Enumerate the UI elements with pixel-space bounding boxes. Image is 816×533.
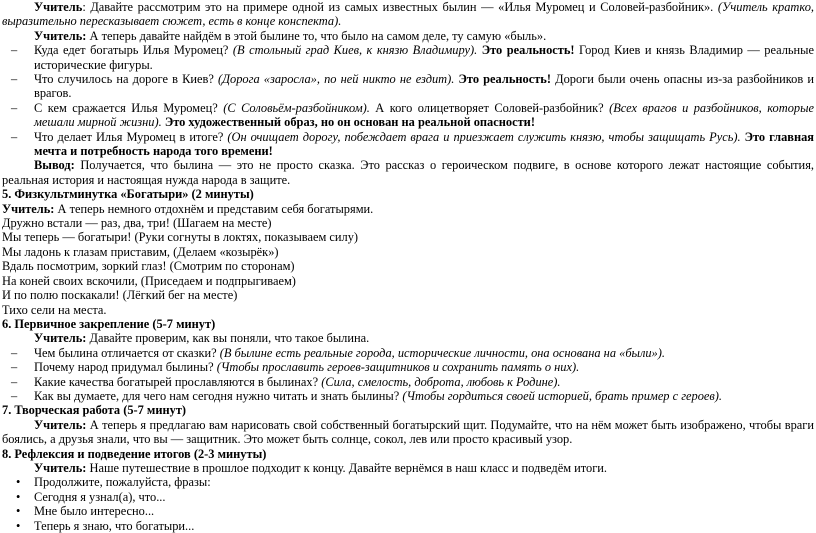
answer-text: (Сила, смелость, доброта, любовь к Родине). <box>321 375 561 389</box>
paragraph-text: Наше путешествие в прошлое подходит к концу. Давайте вернёмся в наш класс и подведём итоги. <box>86 461 608 475</box>
section-heading <box>2 317 215 331</box>
list-item: Теперь я знаю, что богатыри... <box>34 519 195 533</box>
section-8-heading: 8. Рефлексия и подведение итогов (2-3 минуты) <box>2 447 267 461</box>
paragraph-text: А теперь немного отдохнём и представим себя богатырями. <box>54 202 374 216</box>
rhyme-line: И по полю поскакали! (Лёгкий бег на месте) <box>2 288 238 302</box>
stage-direction: (Учитель кратко, <box>717 0 814 14</box>
emphasis-text: Это реальность! <box>477 43 575 57</box>
paragraph-text: боялись, а друзья знали, что вы — защитник. Это может быть солнце, сокол, лев или просто красивый узор. <box>2 432 573 446</box>
question-item <box>34 101 814 115</box>
question-text: Почему народ придумал былины? <box>34 360 217 374</box>
bullet-icon: • <box>16 504 21 518</box>
paragraph-text: Город Киев и князь Владимир — реальные <box>574 43 815 57</box>
section-7-paragraph <box>2 418 814 432</box>
section-heading <box>2 403 186 417</box>
list-item: Мне было интересно... <box>34 504 155 518</box>
dash-marker: – <box>11 72 18 86</box>
answer-text: (Всех врагов и разбойников, которые <box>609 101 814 115</box>
question-text: Как вы думаете, для чего нам сегодня нужно читать и знать былины? <box>34 389 403 403</box>
question-item <box>34 346 665 360</box>
speaker-label: Учитель <box>34 0 83 14</box>
paragraph-text: Получается, что былина — это не просто сказка. Это рассказ о героическом подвиге, в основе которого лежат настоящие события, <box>74 158 814 172</box>
question-item <box>34 72 814 86</box>
question-text: Чем былина отличается от сказки? <box>34 346 220 360</box>
dash-marker: – <box>11 43 18 57</box>
answer-text: (С Соловьём-разбойником). <box>223 101 370 115</box>
question-text: Какие качества богатырей прославляются в былинах? <box>34 375 322 389</box>
section-7-continuation <box>2 432 572 446</box>
paragraph-text: Давайте проверим, как вы поняли, что такое былина. <box>86 331 370 345</box>
question-item <box>34 360 579 374</box>
emphasis-text: Это реальность! <box>454 72 551 86</box>
emphasis-text: Это художественный образ, но он основан на реальной опасности! <box>161 115 535 129</box>
rhyme-line: Мы теперь — богатыри! (Руки согнуты в локтях, показываем силу) <box>2 230 359 244</box>
question-continuation <box>34 58 153 72</box>
question-text: А кого олицетворяет Соловей-разбойник? <box>369 101 610 115</box>
paragraph-text: : Давайте рассмотрим это на примере одной из самых известных былин — «Илья Муромец и Соловей-разбойник». <box>82 0 718 14</box>
question-continuation <box>34 86 71 100</box>
answer-text: (В былине есть реальные города, исторические личности, она основана на «были»). <box>219 346 665 360</box>
paragraph-text: Дороги были очень опасны из-за разбойников и <box>550 72 814 86</box>
paragraph-text: реальная история и настоящая нужда народа в защите. <box>2 173 291 187</box>
section-5-heading: 5. Физкультминутка «Богатыри» (2 минуты) <box>2 187 254 201</box>
section-6-heading: 6. Первичное закрепление (5-7 минут) <box>2 317 216 331</box>
section-heading <box>2 447 266 461</box>
answer-text: (Чтобы прославить героев-защитников и сохранить память о них). <box>216 360 580 374</box>
question-item <box>34 43 814 57</box>
paragraph-teacher-find <box>34 29 546 43</box>
paragraph-text: врагов. <box>34 86 72 100</box>
rhyme-line: Тихо сели на места. <box>2 303 107 317</box>
stage-direction: выразительно пересказывает сюжет, есть в конце конспекта). <box>2 14 342 28</box>
emphasis-text: мечта и потребность народа того времени! <box>34 144 273 158</box>
bullet-icon: • <box>16 519 21 533</box>
rhyme-line: Мы ладонь к глазам приставим, (Делаем «козырёк») <box>2 245 279 259</box>
dash-marker: – <box>11 130 18 144</box>
rhyme-line: Вдаль посмотрим, зоркий глаз! (Смотрим по сторонам) <box>2 259 295 273</box>
paragraph-text: исторические фигуры. <box>34 58 153 72</box>
bullet-icon: • <box>16 475 21 489</box>
answer-text: (Чтобы гордиться своей историей, брать пример с героев). <box>402 389 723 403</box>
answer-text: (В стольный град Киев, к князю Владимиру). <box>232 43 478 57</box>
dash-marker: – <box>11 346 18 360</box>
section-6-intro <box>34 331 369 345</box>
list-item: Сегодня я узнал(а), что... <box>34 490 166 504</box>
dash-marker: – <box>11 360 18 374</box>
question-item <box>34 130 814 144</box>
dash-marker: – <box>11 389 18 403</box>
answer-text: (Он очищает дорогу, побеждает врага и приезжает служить князю, чтобы защищать Русь). <box>227 130 741 144</box>
question-item <box>34 389 722 403</box>
paragraph-teacher-intro <box>2 0 814 14</box>
speaker-label: Учитель: <box>34 29 87 43</box>
section-7-heading: 7. Творческая работа (5-7 минут) <box>2 403 187 417</box>
question-continuation <box>34 144 273 158</box>
section-heading <box>2 187 254 201</box>
speaker-label: Учитель: <box>34 418 87 432</box>
section-8-intro <box>34 461 607 475</box>
paragraph-text: А теперь давайте найдём в этой былине то, что было на самом деле, ту самую «быль». <box>86 29 547 43</box>
rhyme-line: На коней своих вскочили, (Приседаем и подпрыгиваем) <box>2 274 296 288</box>
question-text: Что делает Илья Муромец в итоге? <box>34 130 228 144</box>
answer-text: (Дорога «заросла», по ней никто не ездит). <box>218 72 455 86</box>
list-item: Продолжите, пожалуйста, фразы: <box>34 475 211 489</box>
conclusion-paragraph <box>2 158 814 172</box>
paragraph-line <box>2 14 341 28</box>
question-continuation <box>34 115 535 129</box>
conclusion-continuation <box>2 173 290 187</box>
answer-text: мешали мирной жизни). <box>34 115 162 129</box>
paragraph-text: А теперь я предлагаю вам нарисовать свой собственный богатырский щит. Подумайте, что на нём может быть изображено, чтобы враги <box>86 418 814 432</box>
speaker-label: Учитель: <box>34 461 87 475</box>
question-text: С кем сражается Илья Муромец? <box>34 101 224 115</box>
speaker-label: Учитель: <box>2 202 55 216</box>
section-5-intro <box>2 202 373 216</box>
dash-marker: – <box>11 375 18 389</box>
rhyme-line: Дружно встали — раз, два, три! (Шагаем на месте) <box>2 216 272 230</box>
question-text: Куда едет богатырь Илья Муромец? <box>34 43 233 57</box>
question-text: Что случилось на дороге в Киев? <box>34 72 219 86</box>
dash-marker: – <box>11 101 18 115</box>
conclusion-label: Вывод: <box>34 158 75 172</box>
question-item <box>34 375 561 389</box>
bullet-icon: • <box>16 490 21 504</box>
emphasis-text: Это главная <box>740 130 815 144</box>
speaker-label: Учитель: <box>34 331 87 345</box>
